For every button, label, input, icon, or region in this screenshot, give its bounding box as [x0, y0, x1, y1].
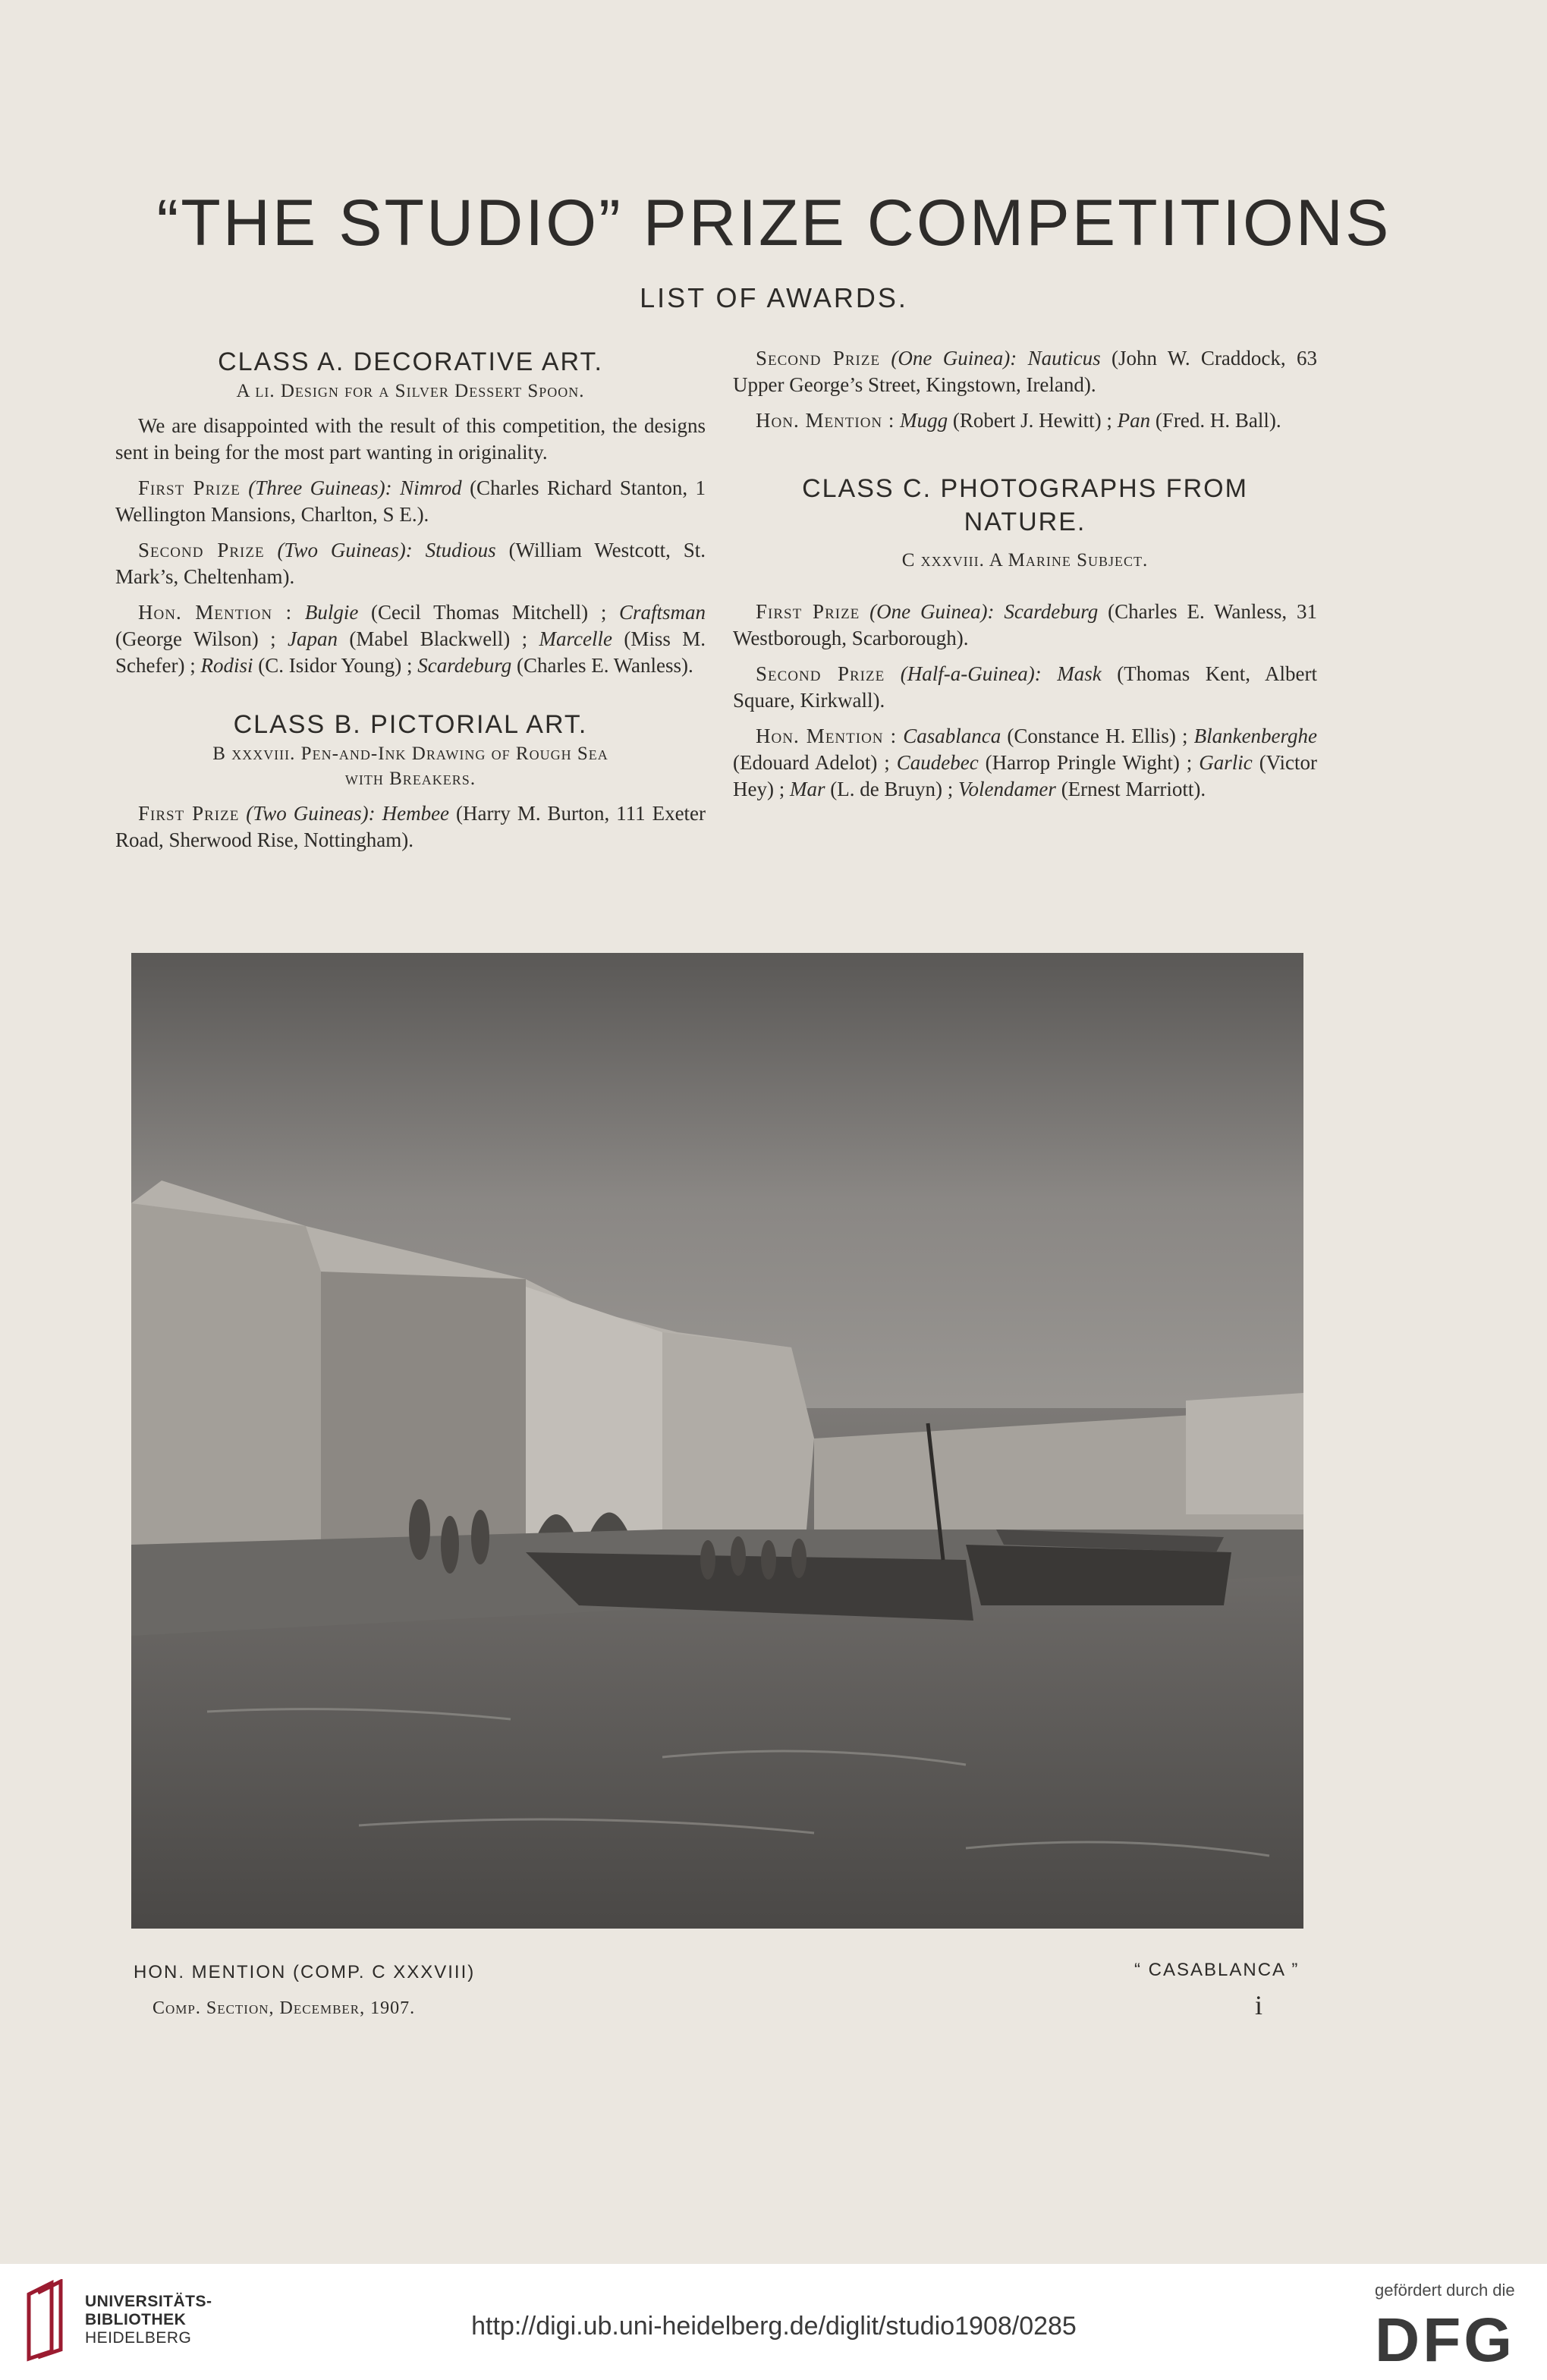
figure-caption-right: “ CASABLANCA ” [1134, 1960, 1300, 1980]
university-library-logo-icon [21, 2279, 67, 2363]
class-b-first-prize: First Prize (Two Guineas): Hembee (Harry M. Burton, 111 Exeter Road, Sherwood Rise, Nottingham). [115, 802, 706, 851]
class-a-first-prize: First Prize (Three Guineas): Nimrod (Charles Richard Stanton, 1 Wellington Mansions, Charlton, S E.). [115, 476, 706, 526]
class-b-hon-mention: Hon. Mention : Mugg (Robert J. Hewitt) ; Pan (Fred. H. Ball). [756, 409, 1281, 432]
dfg-logo: DFG [1375, 2306, 1516, 2375]
class-a-second-prize: Second Prize (Two Guineas): Studious (William Westcott, St. Mark’s, Cheltenham). [115, 539, 706, 588]
library-name: UNIVERSITÄTS- BIBLIOTHEK HEIDELBERG [85, 2293, 212, 2347]
page-title: “THE STUDIO” PRIZE COMPETITIONS [156, 187, 1391, 259]
class-c-heading-1: CLASS C. PHOTOGRAPHS FROM [802, 474, 1248, 503]
class-c-heading-2: NATURE. [964, 508, 1086, 536]
casablanca-photograph [131, 953, 1303, 1929]
sponsor-text: gefördert durch die [1375, 2281, 1515, 2300]
page-number: i [1255, 1990, 1263, 2020]
class-c-subheading: C xxxviii. A Marine Subject. [901, 550, 1149, 571]
class-b-subheading-1: B xxxviii. Pen-and-Ink Drawing of Rough Sea [212, 744, 608, 764]
left-column [115, 345, 706, 854]
page-subtitle: LIST OF AWARDS. [640, 282, 908, 313]
class-b-heading: CLASS B. PICTORIAL ART. [233, 710, 588, 739]
class-a-subheading: A li. Design for a Silver Dessert Spoon. [236, 381, 585, 401]
class-b-second-prize: Second Prize (One Guinea): Nauticus (John W. Craddock, 63 Upper George’s Street, Kingstown, Ireland). [733, 347, 1318, 396]
class-c-second-prize: Second Prize (Half-a-Guinea): Mask (Thomas Kent, Albert Square, Kirkwall). [733, 662, 1318, 712]
class-c-hon-mention: Hon. Mention : Casablanca (Constance H. Ellis) ; Blankenberghe (Edouard Adelot) ; Caudebec (Harrop Pringle Wight) ; Garlic (Victor Hey) ; Mar (L. de Bruyn) ; Volendamer (Ernest Marriott). [733, 725, 1318, 800]
class-a-heading: CLASS A. DECORATIVE ART. [218, 347, 603, 376]
figure-caption-left: HON. MENTION (COMP. C XXXVIII) [134, 1962, 476, 1982]
class-a-intro: We are disappointed with the result of this competition, the designs sent in being for the most part wanting in originality. [115, 414, 706, 464]
right-column [733, 345, 1317, 803]
class-c-first-prize: First Prize (One Guinea): Scardeburg (Charles E. Wanless, 31 Westborough, Scarborough). [733, 600, 1318, 649]
class-b-subheading-2: with Breakers. [344, 769, 476, 789]
class-a-hon-mention: Hon. Mention : Bulgie (Cecil Thomas Mitchell) ; Craftsman (George Wilson) ; Japan (Mabel Blackwell) ; Marcelle (Miss M. Schefer) ; Rodisi (C. Isidor Young) ; Scardeburg (Charles E. Wanless). [115, 601, 706, 677]
comp-section-line: Comp. Section, December, 1907. [152, 1998, 416, 2018]
source-url-link[interactable]: http://digi.ub.uni-heidelberg.de/diglit/studio1908/0285 [471, 2312, 1077, 2341]
